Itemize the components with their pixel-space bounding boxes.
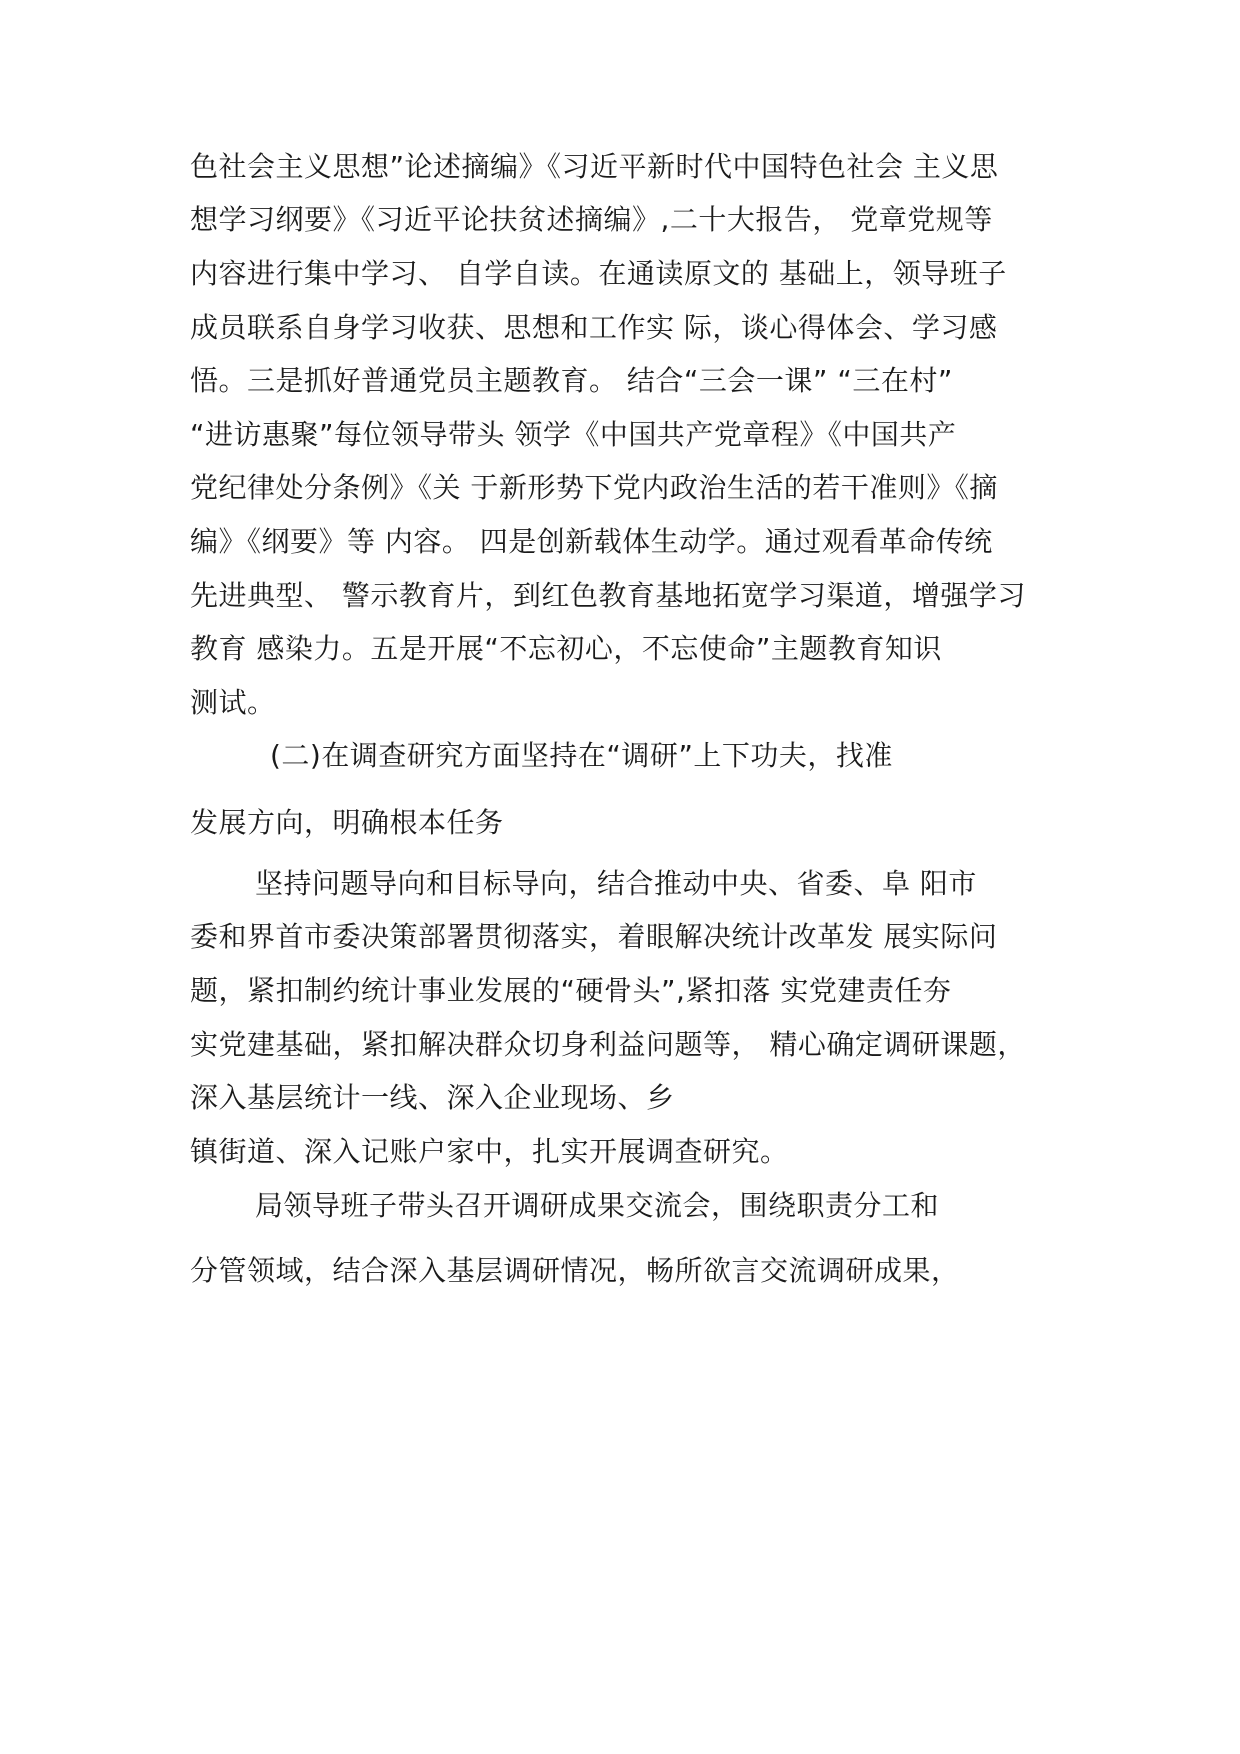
text-line: 分管领域，结合深入基层调研情况，畅所欲言交流调研成果，	[190, 1254, 960, 1287]
text-line: 先进典型、 警示教育片，到红色教育基地拓宽学习渠道，增强学习	[190, 579, 1026, 612]
text-line: 镇街道、深入记账户家中，扎实开展调查研究。	[190, 1135, 789, 1168]
text-line: 教育 感染力。五是开展“不忘初心，不忘使命”主题教育知识	[190, 632, 942, 665]
text-line: 题，紧扣制约统计事业发展的“硬骨头”,紧扣落 实党建责任夯	[190, 974, 952, 1007]
text-line: 实党建基础，紧扣解决群众切身利益问题等， 精心确定调研课题，	[190, 1028, 1026, 1061]
text-line: 色社会主义思想”论述摘编》《习近平新时代中国特色社会 主义思	[190, 150, 999, 183]
text-line: 深入基层统计一线、深入企业现场、乡	[190, 1081, 675, 1114]
section-heading: (二)在调查研究方面坚持在“调研”上下功夫，找准	[270, 739, 893, 772]
text-line: 想学习纲要》《习近平论扶贫述摘编》,二十大报告， 党章党规等	[190, 203, 993, 236]
text-line: 悟。三是抓好普通党员主题教育。 结合“三会一课” “三在村”	[190, 364, 953, 397]
section-heading-continuation: 发展方向，明确根本任务	[190, 806, 504, 839]
text-line: 党纪律处分条例》《关 于新形势下党内政治生活的若干准则》《摘	[190, 471, 998, 504]
text-line: 内容进行集中学习、 自学自读。在通读原文的 基础上，领导班子	[190, 257, 1007, 290]
paragraph-first-line: 局领导班子带头召开调研成果交流会，围绕职责分工和	[255, 1189, 940, 1222]
text-line: 编》《纲要》等 内容。 四是创新载体生动学。通过观看革命传统	[190, 525, 993, 558]
text-line: “进访惠聚”每位领导带头 领学《中国共产党章程》《中国共产	[190, 418, 957, 451]
text-line: 委和界首市委决策部署贯彻落实，着眼解决统计改革发 展实际问	[190, 920, 998, 953]
text-line: 测试。	[190, 686, 276, 719]
text-line: 成员联系自身学习收获、思想和工作实 际，谈心得体会、学习感	[190, 311, 998, 344]
paragraph-first-line: 坚持问题导向和目标导向，结合推动中央、省委、阜 阳市	[255, 867, 977, 900]
